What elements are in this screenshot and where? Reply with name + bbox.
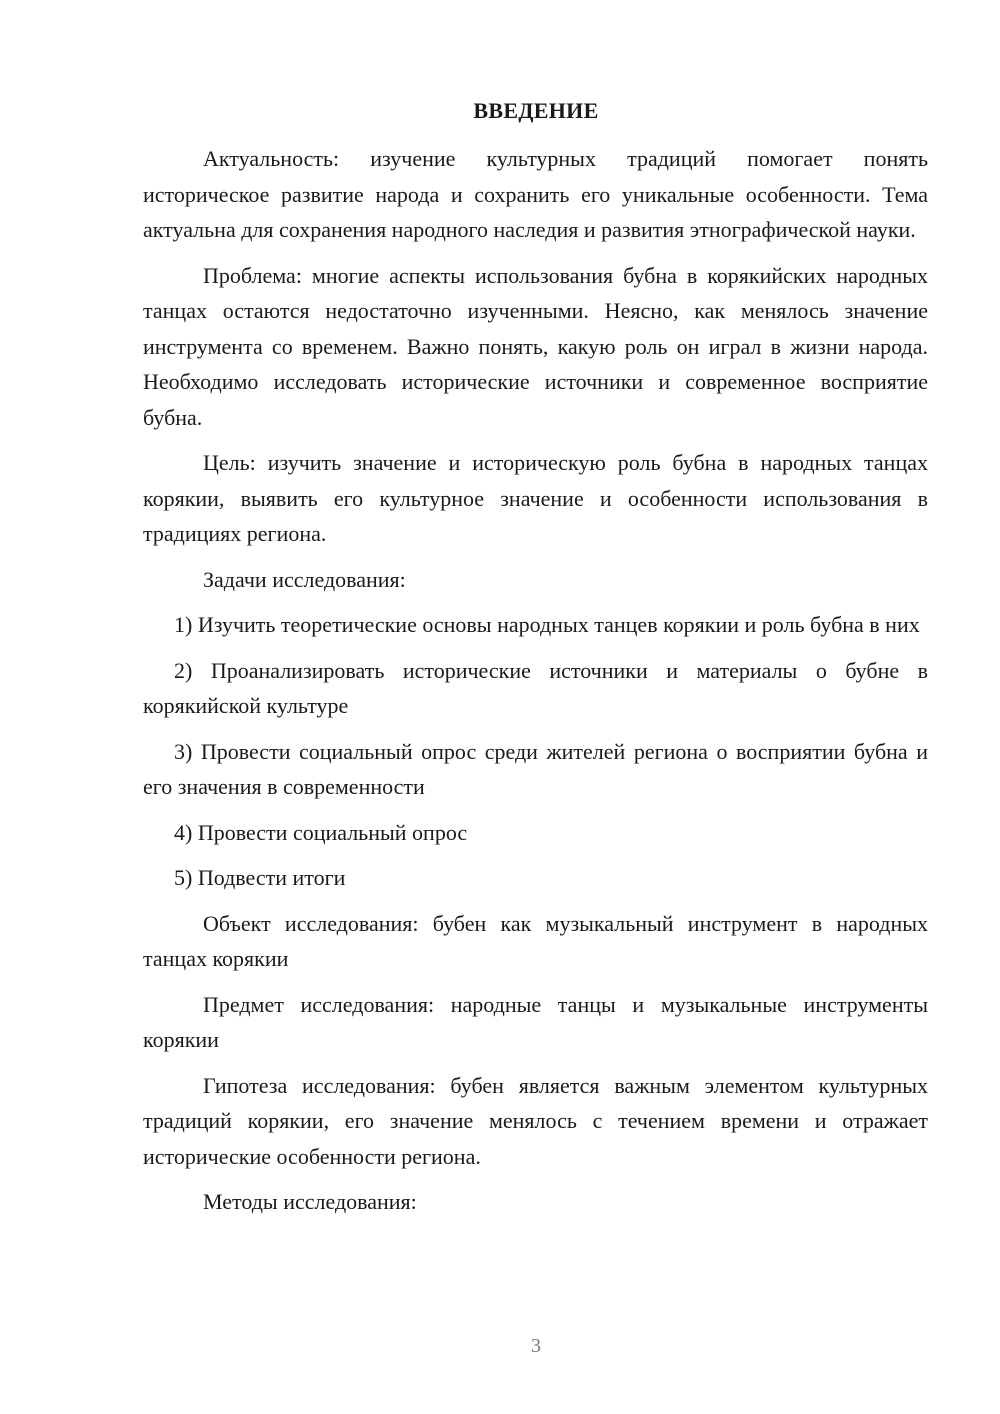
list-item: 3) Провести социальный опрос среди жителей региона о восприятии бубна и его значения в современности	[143, 738, 928, 799]
list-item: 2) Проанализировать исторические источники и материалы о бубне в корякийской культуре	[143, 657, 928, 718]
paragraph-methods: Методы исследования:	[203, 1189, 417, 1214]
paragraph-goal: Цель: изучить значение и историческую роль бубна в народных танцах корякии, выявить его культурное значение и особенности использования в традициях региона.	[143, 450, 928, 546]
list-item: 1) Изучить теоретические основы народных танцев корякии и роль бубна в них	[174, 612, 920, 637]
page-title: ВВЕДЕНИЕ	[473, 98, 599, 123]
paragraph-subject: Предмет исследования: народные танцы и музыкальные инструменты корякии	[143, 991, 928, 1052]
paragraph-problem: Проблема: многие аспекты использования бубна в корякийских народных танцах остаются недостаточно изученными. Неясно, как менялось значение инструмента со временем. Важно понять, какую роль он играл в жизни народа. Необходимо исследовать исторические источники и современное восприятие бубна.	[143, 262, 928, 430]
document-body	[143, 141, 928, 1230]
paragraph-relevance: Актуальность: изучение культурных традиций помогает понять историческое развитие народа и сохранить его уникальные особенности. Тема актуальна для сохранения народного наследия и развития этнографической науки.	[143, 146, 928, 242]
tasks-list	[143, 607, 928, 896]
page-number: 3	[531, 1335, 541, 1357]
list-item: 4) Провести социальный опрос	[174, 819, 468, 845]
paragraph-object: Объект исследования: бубен как музыкальный инструмент в народных танцах корякии	[143, 910, 928, 971]
tasks-heading: Задачи исследования:	[203, 566, 406, 592]
list-item: 5) Подвести итоги	[174, 865, 346, 890]
paragraph-hypothesis: Гипотеза исследования: бубен является важным элементом культурных традиций корякии, его значение менялось с течением времени и отражает исторические особенности региона.	[143, 1072, 928, 1169]
